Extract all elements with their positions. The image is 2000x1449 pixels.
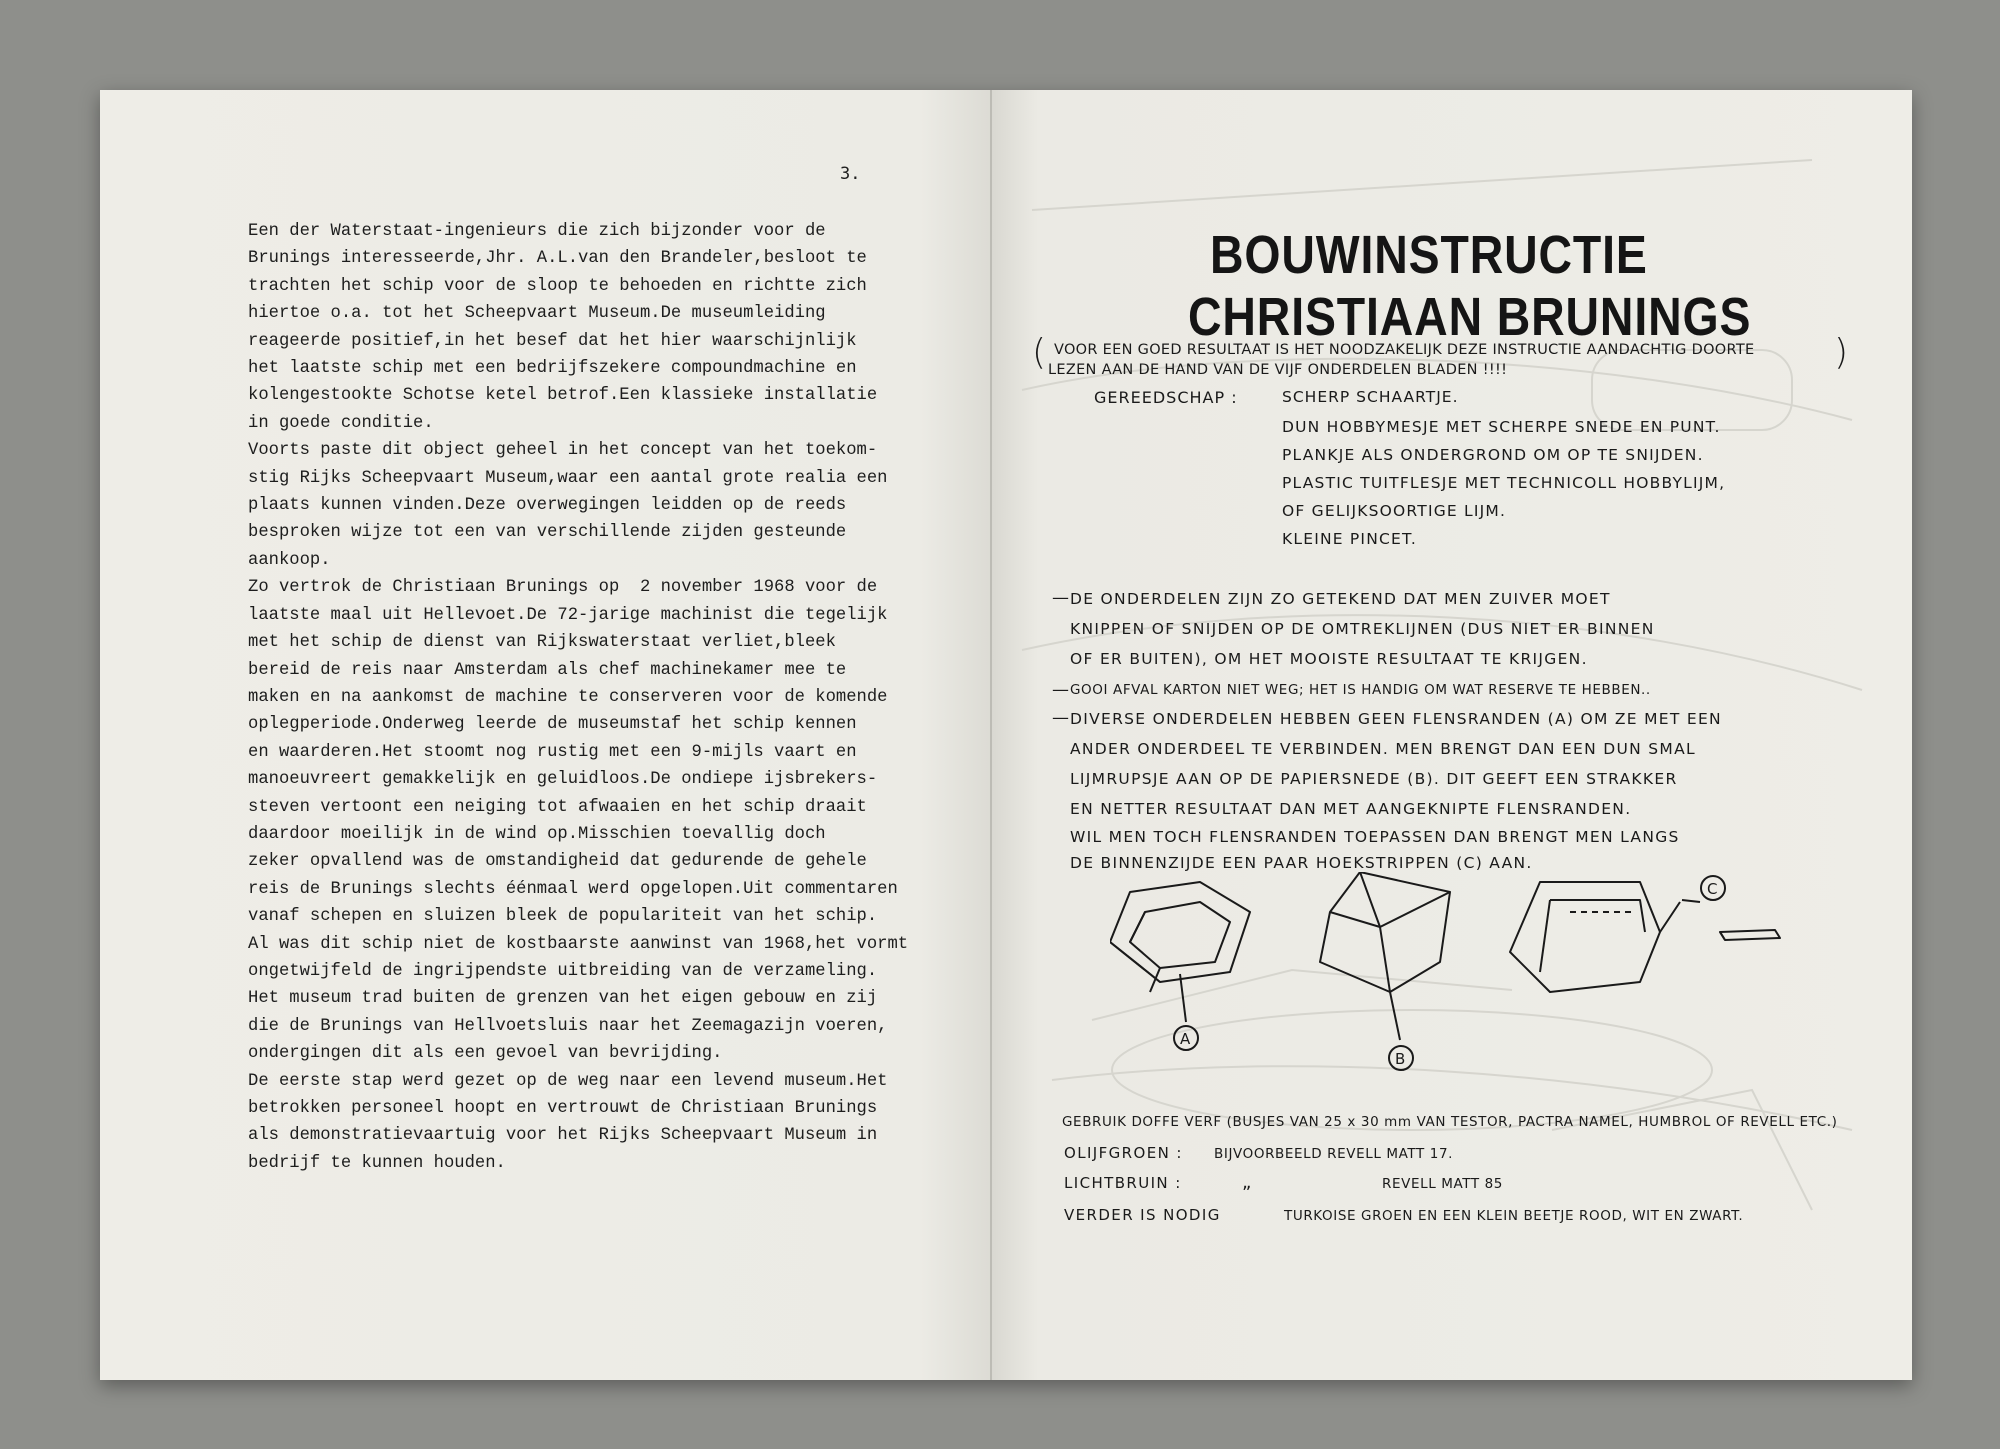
box-diagram-a — [1110, 882, 1250, 1022]
typed-line: met het schip de dienst van Rijkswaterstaat verliet,bleek — [248, 633, 836, 653]
typed-line: Al was dit schip niet de kostbaarste aanwinst van 1968,het vormt — [248, 934, 909, 954]
flange-diagrams — [1110, 872, 1830, 1087]
typed-line: Een der Waterstaat-ingenieurs die zich bijzonder voor de — [248, 222, 826, 241]
note-open-paren: ( — [1032, 332, 1047, 373]
typed-line: Het museum trad buiten de grenzen van het eigen gebouw en zij — [248, 989, 878, 1009]
tool-item: PLANKJE ALS ONDERGROND OM OP TE SNIJDEN. — [1282, 446, 1704, 464]
paint-row1-value: BIJVOORBEELD REVELL MATT 17. — [1214, 1146, 1454, 1162]
instruction-line: DE BINNENZIJDE EEN PAAR HOEKSTRIPPEN (C) AAN. — [1070, 854, 1533, 872]
typed-line: De eerste stap werd gezet op de weg naar een levend museum.Het — [248, 1071, 888, 1091]
typed-line: stig Rijks Scheepvaart Museum,waar een aantal grote realia een — [248, 468, 888, 488]
typed-line: hiertoe o.a. tot het Scheepvaart Museum.De museumleiding — [248, 304, 826, 324]
typed-line: Voorts paste dit object geheel in het concept van het toekom- — [248, 441, 878, 461]
typed-line: die de Brunings van Hellvoetsluis naar het Zeemagazijn voeren, — [248, 1016, 888, 1036]
paint-row2-ditto: „ — [1242, 1172, 1252, 1193]
note-close-paren: ) — [1834, 332, 1849, 373]
instruction-line: GOOI AFVAL KARTON NIET WEG; HET IS HANDIG OM WAT RESERVE TE HEBBEN.. — [1070, 682, 1651, 698]
typed-line: bedrijf te kunnen houden. — [248, 1153, 506, 1173]
instruction-line: DIVERSE ONDERDELEN HEBBEN GEEN FLENSRANDEN (A) OM ZE MET EEN — [1070, 710, 1722, 728]
paint-line-4b: TURKOISE GROEN EN EEN KLEIN BEETJE ROOD, WIT EN ZWART. — [1284, 1208, 1744, 1224]
typed-line: maken en na aankomst de machine te conserveren voor de komende — [248, 687, 888, 707]
typed-line: kolengestookte Schotse ketel betrof.Een klassieke installatie — [248, 386, 878, 406]
typed-line: besproken wijze tot een van verschillende zijden gesteunde — [248, 523, 847, 543]
typed-line: het laatste schip met een bedrijfszekere compoundmachine en — [248, 359, 857, 379]
paint-line-4a: VERDER IS NODIG — [1064, 1206, 1221, 1224]
typed-line: reageerde positief,in het besef dat het hier waarschijnlijk — [248, 331, 857, 351]
typed-line: zeker opvallend was de omstandigheid dat gedurende de gehele — [248, 852, 867, 872]
typed-line: vanaf schepen en sluizen bleek de populariteit van het schip. — [248, 907, 878, 927]
box-diagram-b — [1320, 872, 1450, 1040]
instruction-line: OF ER BUITEN), OM HET MOOISTE RESULTAAT TE KRIJGEN. — [1070, 650, 1588, 668]
typed-line: ondergingen dit als een gevoel van bevrijding. — [248, 1044, 723, 1064]
left-page — [100, 90, 992, 1380]
typed-line: trachten het schip voor de sloop te behoeden en richtte zich — [248, 276, 867, 296]
typed-line: en waarderen.Het stoomt nog rustig met een 9-mijls vaart en — [248, 742, 857, 762]
typed-line: betrokken personeel hoopt en vertrouwt de Christiaan Brunings — [248, 1099, 878, 1118]
tool-item: KLEINE PINCET. — [1282, 530, 1417, 548]
box-diagram-c — [1510, 882, 1780, 992]
title-line-2: CHRISTIAAN BRUNINGS — [1188, 287, 1752, 347]
page-number: 3. — [840, 164, 861, 184]
tool-item: PLASTIC TUITFLESJE MET TECHNICOLL HOBBYLIJM, — [1282, 474, 1726, 492]
title-line-1: BOUWINSTRUCTIE — [1210, 225, 1648, 285]
tool-item: SCHERP SCHAARTJE. — [1282, 388, 1459, 406]
tools-label: GEREEDSCHAP : — [1094, 388, 1238, 407]
diagram-label-c: C — [1707, 880, 1718, 898]
typewritten-text — [248, 218, 988, 1177]
typed-line: Brunings interesseerde,Jhr. A.L.van den Brandeler,besloot te — [248, 249, 867, 269]
typed-line: aankoop. — [248, 550, 331, 570]
typed-line: Zo vertrok de Christiaan Brunings op 2 november 1968 voor de — [248, 578, 878, 598]
typed-line: als demonstratievaartuig voor het Rijks Scheepvaart Museum in — [248, 1126, 878, 1146]
diagram-label-a: A — [1180, 1030, 1191, 1048]
right-page — [992, 90, 1912, 1380]
typed-line: reis de Brunings slechts éénmaal werd opgelopen.Uit commentaren — [248, 879, 898, 899]
bullet-mark: — — [1052, 708, 1069, 728]
tool-item: OF GELIJKSOORTIGE LIJM. — [1282, 502, 1507, 520]
booklet-spread — [100, 90, 1912, 1380]
paint-row2-value: REVELL MATT 85 — [1382, 1176, 1503, 1192]
note-line-1: VOOR EEN GOED RESULTAAT IS HET NOODZAKELIJK DEZE INSTRUCTIE AANDACHTIG DOORTE — [1054, 342, 1755, 358]
instruction-line: ANDER ONDERDEEL TE VERBINDEN. MEN BRENGT DAN EEN DUN SMAL — [1070, 740, 1696, 758]
typed-line: laatste maal uit Hellevoet.De 72-jarige machinist die tegelijk — [248, 605, 888, 625]
tool-item: DUN HOBBYMESJE MET SCHERPE SNEDE EN PUNT. — [1282, 418, 1721, 436]
paint-row2-label: LICHTBRUIN : — [1064, 1174, 1182, 1192]
bullet-mark: — — [1052, 588, 1069, 608]
typed-line: in goede conditie. — [248, 413, 434, 433]
diagram-label-b: B — [1395, 1050, 1406, 1068]
bullet-mark: — — [1052, 680, 1069, 700]
instruction-line: EN NETTER RESULTAAT DAN MET AANGEKNIPTE FLENSRANDEN. — [1070, 800, 1632, 818]
typed-line: manoeuvreert gemakkelijk en geluidloos.De ondiepe ijsbrekers- — [248, 770, 878, 790]
instruction-line: LIJMRUPSJE AAN OP DE PAPIERSNEDE (B). DIT GEEFT EEN STRAKKER — [1070, 770, 1678, 788]
instruction-line: WIL MEN TOCH FLENSRANDEN TOEPASSEN DAN BRENGT MEN LANGS — [1070, 828, 1680, 846]
typed-line: oplegperiode.Onderweg leerde de museumstaf het schip kennen — [248, 715, 857, 735]
paint-line-1: GEBRUIK DOFFE VERF (BUSJES VAN 25 x 30 mm VAN TESTOR, PACTRA NAMEL, HUMBROL OF REVELL ETC.) — [1062, 1114, 1838, 1130]
typed-line: daardoor moeilijk in de wind op.Misschien toevallig doch — [248, 824, 826, 844]
typed-line: ongetwijfeld de ingrijpendste uitbreiding van de verzameling. — [248, 961, 878, 981]
instruction-line: DE ONDERDELEN ZIJN ZO GETEKEND DAT MEN ZUIVER MOET — [1070, 590, 1611, 608]
paint-row1-label: OLIJFGROEN : — [1064, 1144, 1183, 1162]
typed-line: plaats kunnen vinden.Deze overwegingen leidden op de reeds — [248, 496, 847, 516]
typed-line: steven vertoont een neiging tot afwaaien en het schip draait — [248, 797, 867, 817]
typed-line: bereid de reis naar Amsterdam als chef machinekamer mee te — [248, 660, 847, 680]
instruction-line: KNIPPEN OF SNIJDEN OP DE OMTREKLIJNEN (DUS NIET ER BINNEN — [1070, 620, 1655, 638]
note-line-2: LEZEN AAN DE HAND VAN DE VIJF ONDERDELEN BLADEN !!!! — [1048, 362, 1508, 378]
